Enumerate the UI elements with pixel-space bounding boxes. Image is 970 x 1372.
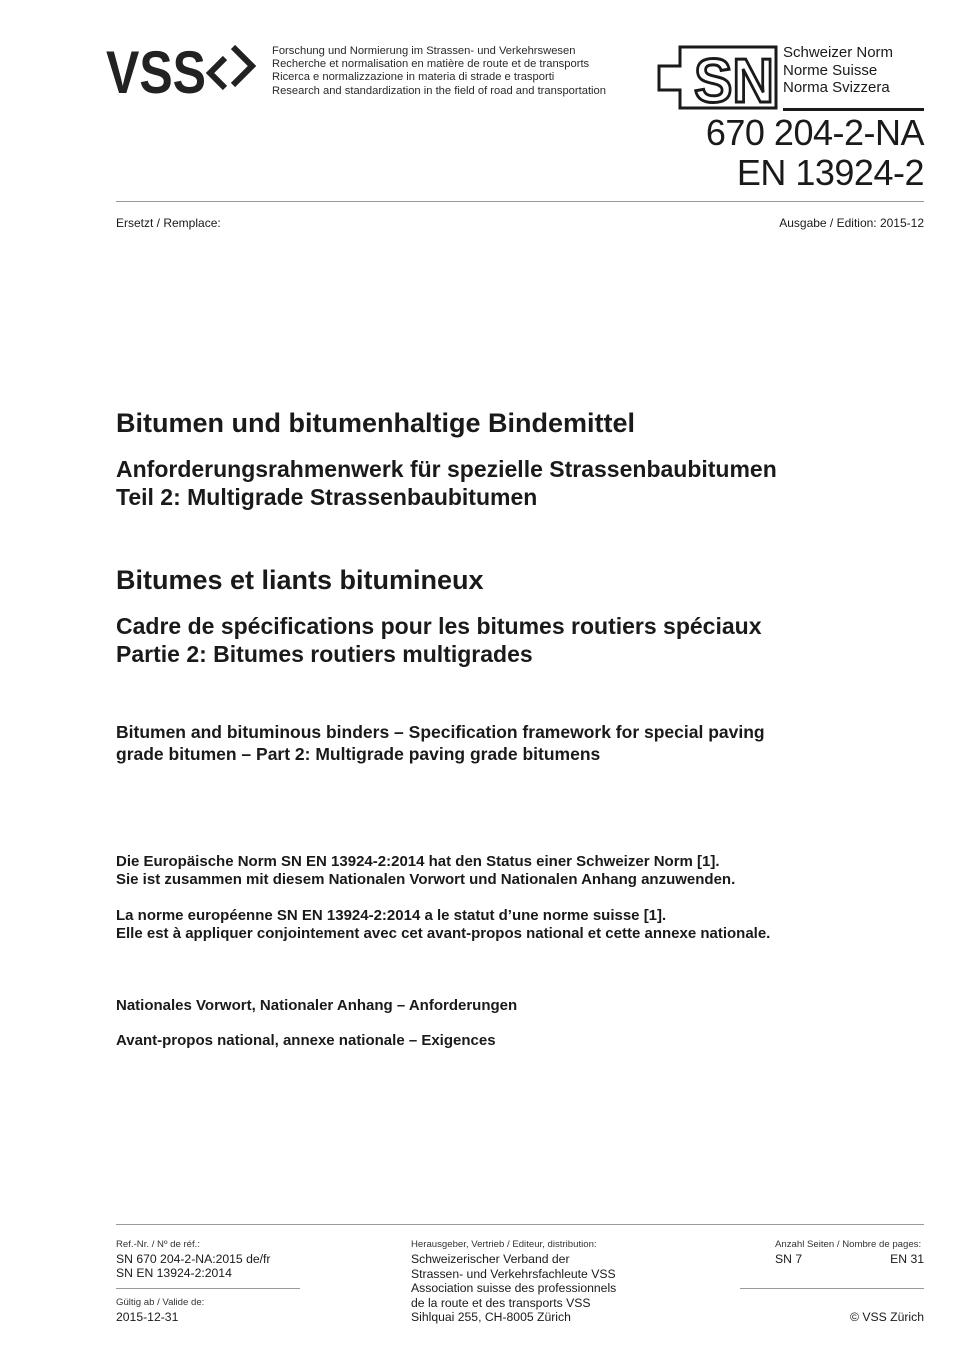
title-en-line2: grade bitumen – Part 2: Multigrade paving grade bitumens bbox=[116, 744, 601, 764]
publisher-label: Herausgeber, Vertrieb / Editeur, distribution: bbox=[411, 1239, 597, 1250]
header-divider bbox=[116, 201, 924, 202]
publisher-line: Strassen- und Verkehrsfachleute VSS bbox=[411, 1266, 616, 1281]
replaces-label: Ersetzt / Remplace: bbox=[116, 216, 221, 230]
title-de-sub1: Anforderungsrahmenwerk für spezielle Strassenbaubitumen bbox=[116, 456, 777, 482]
norm-number: 670 204-2-NA bbox=[705, 112, 924, 153]
pages-sn: SN 7 bbox=[775, 1252, 803, 1266]
pages-label: Anzahl Seiten / Nombre de pages: bbox=[775, 1239, 922, 1250]
sn-underline bbox=[783, 108, 924, 111]
vss-description bbox=[272, 45, 606, 98]
valid-label: Gültig ab / Valide de: bbox=[116, 1297, 205, 1308]
publisher-line: Schweizerischer Verband der bbox=[411, 1252, 570, 1266]
footer-divider bbox=[116, 1224, 924, 1225]
publisher-line: Association suisse des professionnels bbox=[411, 1281, 617, 1296]
title-fr-sub1: Cadre de spécifications pour les bitumes routiers spéciaux bbox=[116, 613, 762, 639]
sn-logo-text: SN bbox=[694, 47, 774, 112]
vss-description-it: Ricerca e normalizzazione in materia di strade e trasporti bbox=[272, 71, 555, 84]
vss-logo-text: VSS bbox=[106, 42, 206, 100]
publisher-line: Sihlquai 255, CH-8005 Zürich bbox=[411, 1310, 571, 1325]
valid-date: 2015-12-31 bbox=[116, 1310, 179, 1324]
publisher-address bbox=[411, 1252, 616, 1325]
status-de-line1: Die Europäische Norm SN EN 13924-2:2014 hat den Status einer Schweizer Norm [1]. bbox=[116, 853, 720, 870]
status-fr-line2: Elle est à appliquer conjointement avec cet avant-propos national et cette annexe nationale. bbox=[116, 925, 771, 942]
scope-de: Nationales Vorwort, Nationaler Anhang – Anforderungen bbox=[116, 997, 518, 1014]
vss-logo bbox=[106, 42, 266, 100]
pages-divider bbox=[740, 1288, 924, 1289]
vss-description-en: Research and standardization in the field of road and transportation bbox=[272, 84, 606, 97]
ref-divider bbox=[116, 1288, 300, 1289]
edition-label: Ausgabe / Edition: 2015-12 bbox=[779, 216, 924, 230]
title-fr-main: Bitumes et liants bitumineux bbox=[116, 565, 484, 595]
status-de-line2: Sie ist zusammen mit diesem Nationalen Vorwort und Nationalen Anhang anzuwenden. bbox=[116, 871, 736, 888]
sn-name-fr: Norme Suisse bbox=[783, 61, 878, 79]
sn-name-de: Schweizer Norm bbox=[783, 44, 894, 61]
vss-description-fr: Recherche et normalisation en matière de route et de transports bbox=[272, 58, 590, 71]
scope-fr: Avant-propos national, annexe nationale – Exigences bbox=[116, 1032, 496, 1049]
sn-name-it: Norma Svizzera bbox=[783, 79, 890, 96]
title-de-main: Bitumen und bitumenhaltige Bindemittel bbox=[116, 408, 635, 438]
title-fr-sub2: Partie 2: Bitumes routiers multigrades bbox=[116, 641, 533, 667]
vss-description-de: Forschung und Normierung im Strassen- und Verkehrswesen bbox=[272, 45, 576, 57]
ref-label: Ref.-Nr. / Nº de réf.: bbox=[116, 1239, 201, 1250]
ref-line1: SN 670 204-2-NA:2015 de/fr bbox=[116, 1252, 271, 1266]
en-number: EN 13924-2 bbox=[736, 152, 924, 193]
publisher-line: de la route et des transports VSS bbox=[411, 1295, 591, 1310]
title-en-line1: Bitumen and bituminous binders – Specification framework for special paving bbox=[116, 722, 765, 742]
status-fr-line1: La norme européenne SN EN 13924-2:2014 a le statut d’une norme suisse [1]. bbox=[116, 907, 667, 924]
sn-swiss-cross-logo bbox=[656, 44, 780, 112]
ref-line2: SN EN 13924-2:2014 bbox=[116, 1266, 232, 1280]
sn-names bbox=[783, 44, 893, 97]
copyright: © VSS Zürich bbox=[850, 1310, 924, 1324]
title-de-sub2: Teil 2: Multigrade Strassenbaubitumen bbox=[116, 484, 538, 510]
pages-en: EN 31 bbox=[890, 1252, 924, 1266]
